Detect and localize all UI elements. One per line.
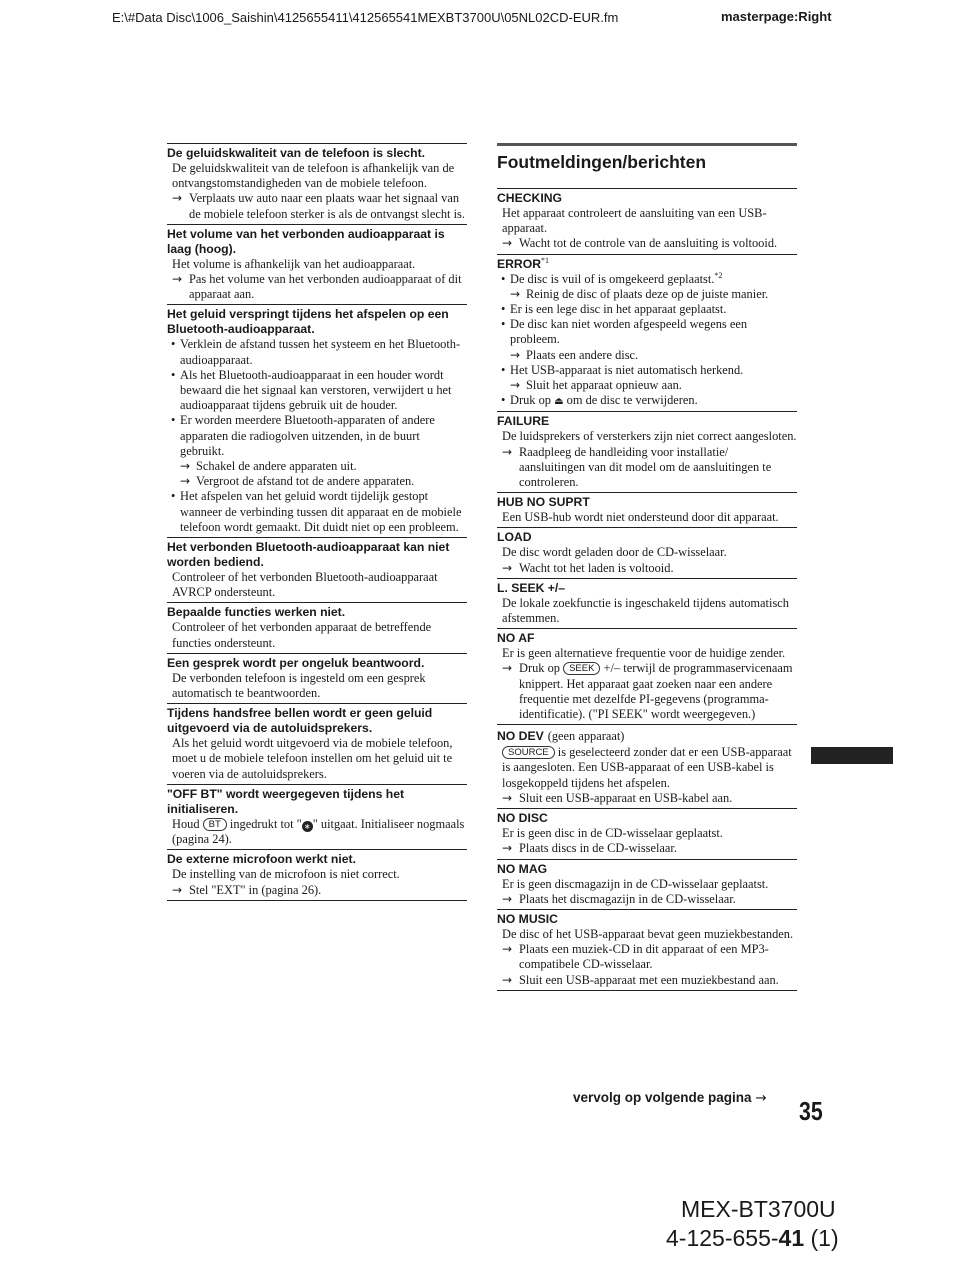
msg-remedy: → Sluit een USB-apparaat en USB-kabel aan. [497, 791, 797, 806]
msg-remedy: → Plaats een muziek-CD in dit apparaat of een MP3-compatibele CD-wisselaar. [497, 942, 797, 972]
msg-load [497, 527, 797, 577]
msg-text: De disc of het USB-apparaat bevat geen muziekbestanden. [502, 926, 794, 941]
issue-sound-quality [167, 143, 467, 224]
messages-column [497, 143, 797, 991]
issue-title: Het geluid verspringt tijdens het afspelen op een Bluetooth-audioapparaat. [167, 307, 449, 337]
msg-text: Het apparaat controleert de aansluiting van een USB-apparaat. [502, 206, 767, 236]
issue-remedy: → Pas het volume van het verbonden audioapparaat of dit apparaat aan. [167, 272, 467, 302]
msg-title: NO AF [497, 631, 535, 646]
sub-remedy: → Vergroot de afstand tot de andere apparaten. [167, 474, 467, 489]
issue-text: Controleer of het verbonden Bluetooth-audioapparaat AVRCP ondersteunt. [172, 570, 438, 600]
bullet-item: • Er worden meerdere Bluetooth-apparaten of andere apparaten die radiogolven uitzenden, in de buurt gebruikt. [167, 413, 467, 459]
bt-button-label: BT [203, 818, 227, 831]
part-code: 4-125-655-41 (1) [666, 1225, 839, 1251]
issue-title: Tijdens handsfree bellen wordt er geen geluid uitgevoerd via de autoluidsprekers. [167, 706, 433, 736]
continued-note: vervolg op volgende pagina → [573, 1090, 767, 1106]
msg-title: NO MUSIC [497, 911, 558, 926]
bullet-item: • Het afspelen van het geluid wordt tijdelijk gestopt wanneer de verbinding tussen dit apparaat en de mobiele telefoon wordt gemaakt. Dit duidt niet op een probleem. [167, 489, 467, 535]
msg-no-dev [497, 724, 797, 808]
bullet-item: • Druk op ⏏ om de disc te verwijderen. [497, 393, 797, 409]
issue-text: De instelling van de microfoon is niet correct. [172, 867, 400, 882]
msg-failure [497, 411, 797, 492]
sub-remedy: → Plaats een andere disc. [497, 348, 797, 363]
bullet-item: • De disc kan niet worden afgespeeld wegens een probleem. [497, 317, 797, 347]
msg-title: HUB NO SUPRT [497, 495, 590, 510]
header-file-path: E:\#Data Disc\1006_Saishin\4125655411\412565541MEXBT3700U\05NL02CD-EUR.fm [112, 10, 619, 25]
source-button-label: SOURCE [502, 746, 555, 759]
msg-title: L. SEEK +/– [497, 580, 566, 595]
issue-text: De geluidskwaliteit van de telefoon is afhankelijk van de ontvangstomstandigheden van de mobiele telefoon. [172, 161, 455, 191]
text-part: " uitgaat. Initialiseer nogmaals (pagina 24). [172, 816, 465, 847]
msg-text: Er is geen disc in de CD-wisselaar geplaatst. [502, 826, 723, 841]
issue-text: Het volume is afhankelijk van het audioapparaat. [172, 256, 416, 271]
msg-remedy: → Plaats het discmagazijn in de CD-wisselaar. [497, 892, 797, 907]
bullet-item: • De disc is vuil of is omgekeerd geplaatst.$^{*2}$ [497, 272, 797, 287]
section-title: Foutmeldingen/berichten [497, 143, 797, 188]
issue-title: De geluidskwaliteit van de telefoon is slecht. [167, 146, 426, 160]
eject-icon: ⏏ [554, 396, 564, 408]
msg-text: De disc wordt geladen door de CD-wisselaar. [502, 545, 727, 560]
issue-title: Bepaalde functies werken niet. [167, 605, 346, 620]
msg-text: Een USB-hub wordt niet ondersteund door dit apparaat. [502, 510, 779, 525]
issue-text: Als het geluid wordt uitgevoerd via de mobiele telefoon, moet u de mobiele telefoon instellen om het geluid uit te voeren via de autoluidsprekers. [172, 736, 453, 781]
bullet-item: • Verklein de afstand tussen het systeem en het Bluetooth-audioapparaat. [167, 337, 467, 367]
issue-auto-answer [167, 653, 467, 703]
seek-button-label: SEEK [563, 662, 600, 675]
msg-title: NO DISC [497, 811, 548, 826]
issue-remedy: → Stel "EXT" in (pagina 26). [167, 883, 467, 898]
bluetooth-icon: ∗ [302, 821, 313, 832]
text-part: Houd [172, 816, 200, 831]
sub-remedy: → Schakel de andere apparaten uit. [167, 459, 467, 474]
msg-text: De luidsprekers of versterkers zijn niet correct aangesloten. [502, 429, 797, 444]
issue-text: De verbonden telefoon is ingesteld om een gesprek automatisch te beantwoorden. [172, 670, 426, 701]
msg-no-disc [497, 808, 797, 858]
msg-title: CHECKING [497, 191, 563, 205]
issue-functions [167, 602, 467, 652]
issue-remedy: → Verplaats uw auto naar een plaats waar het signaal van de mobiele telefoon sterker is als de ontvangst slecht is. [167, 191, 467, 221]
msg-hub-no-suprt [497, 492, 797, 527]
issue-title: Een gesprek wordt per ongeluk beantwoord. [167, 655, 425, 670]
sub-remedy: → Sluit het apparaat opnieuw aan. [497, 378, 797, 393]
msg-remedy: → Wacht tot het laden is voltooid. [497, 561, 797, 576]
msg-title: ERROR$^{*1}$ [497, 255, 550, 271]
issue-text: Controleer of het verbonden apparaat de betreffende functies ondersteunt. [172, 620, 432, 650]
msg-text: Er is geen alternatieve frequentie voor de huidige zender. [502, 646, 786, 661]
page-number: 35 [799, 1096, 823, 1126]
issue-external-mic [167, 849, 467, 900]
msg-remedy: → Raadpleeg de handleiding voor installatie/ aansluitingen van dit model om de aansluitingen te controleren. [497, 445, 797, 491]
issue-title: Het verbonden Bluetooth-audioapparaat kan niet worden bediend. [167, 540, 450, 570]
text-part: ingedrukt tot " [229, 816, 302, 831]
msg-text: SOURCE is geselecteerd zonder dat er een USB-apparaat is aangesloten. Een USB-apparaat of een USB-kabel is losgekoppeld tijdens het afspelen. [502, 745, 792, 790]
msg-title: NO DEV (geen apparaat) [497, 729, 625, 744]
issue-text [167, 817, 467, 847]
msg-title: FAILURE [497, 414, 550, 429]
sub-remedy: → Reinig de disc of plaats deze op de juiste manier. [497, 287, 797, 302]
msg-l-seek [497, 578, 797, 628]
msg-no-mag [497, 859, 797, 909]
section-tab-marker [811, 747, 893, 764]
msg-remedy: → Druk op SEEK +/– terwijl de programmaservicenaam knippert. Het apparaat gaat zoeken naar een andere frequentie met dezelfde PI-gegevens (programma-identificatie). ("PI SEEK" wordt weergegeven.) [497, 661, 797, 722]
issue-sound-skips [167, 304, 467, 537]
issue-title: Het volume van het verbonden audioapparaat is laag (hoog). [167, 226, 445, 256]
bullet-item: • Er is een lege disc in het apparaat geplaatst. [497, 302, 797, 317]
msg-title: NO MAG [497, 861, 548, 876]
issue-volume [167, 224, 467, 305]
msg-checking [497, 188, 797, 254]
issue-title: De externe microfoon werkt niet. [167, 852, 356, 867]
msg-text: Er is geen discmagazijn in de CD-wisselaar geplaatst. [502, 876, 769, 891]
issue-title: "OFF BT" wordt weergegeven tijdens het initialiseren. [167, 786, 405, 816]
msg-error [497, 254, 797, 412]
issue-bt-audio-control [167, 537, 467, 602]
msg-title: LOAD [497, 530, 532, 545]
bullet-item: • Als het Bluetooth-audioapparaat in een houder wordt bewaard die het signaal kan verstoren, verwijdert u het audioapparaat tijdens gebruik uit de houder. [167, 368, 467, 414]
header-masterpage: masterpage:Right [721, 9, 832, 24]
bullet-item: • Het USB-apparaat is niet automatisch herkend. [497, 363, 797, 378]
msg-remedy: → Wacht tot de controle van de aansluiting is voltooid. [497, 236, 797, 251]
msg-remedy: → Sluit een USB-apparaat met een muziekbestand aan. [497, 973, 797, 988]
issue-off-bt [167, 784, 467, 849]
msg-text: De lokale zoekfunctie is ingeschakeld tijdens automatisch afstemmen. [502, 595, 789, 626]
troubleshooting-column [167, 143, 467, 901]
msg-no-music [497, 909, 797, 991]
issue-handsfree-no-sound [167, 703, 467, 784]
model-name: MEX-BT3700U [681, 1196, 836, 1222]
msg-remedy: → Plaats discs in de CD-wisselaar. [497, 841, 797, 856]
msg-no-af [497, 628, 797, 724]
arrow-right-icon: → [755, 1090, 767, 1106]
